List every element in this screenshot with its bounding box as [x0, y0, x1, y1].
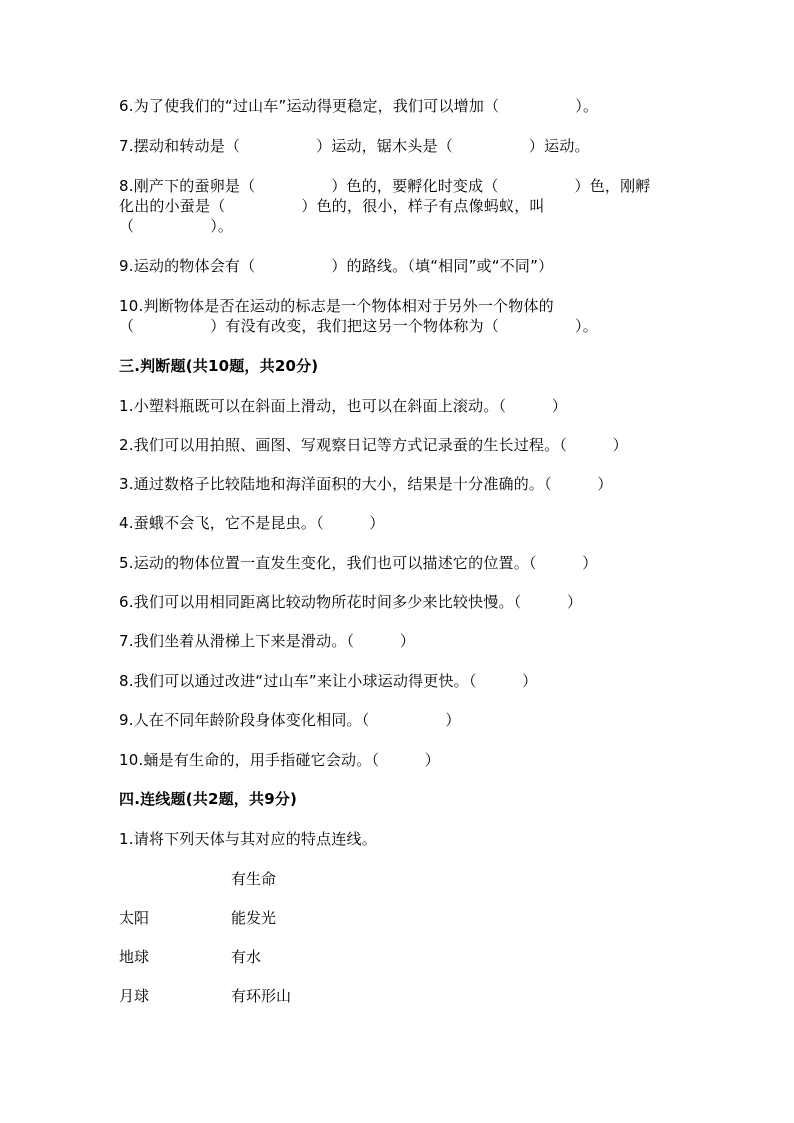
match-left-3: 月球 [119, 987, 150, 1005]
tf-item-7: 7.我们坐着从滑梯上下来是滑动。（ ） [119, 632, 416, 650]
fill-q8-line1: 8.刚产下的蚕卵是（ ）色的，要孵化时变成（ ）色，刚孵 [119, 177, 651, 195]
tf-item-4: 4.蚕蛾不会飞，它不是昆虫。（ ） [119, 514, 385, 532]
fill-q10-line1: 10.判断物体是否在运动的标志是一个物体相对于另外一个物体的 [119, 297, 554, 315]
match-right-3: 有水 [231, 948, 262, 966]
match-right-1: 有生命 [231, 870, 277, 888]
fill-q6-line1: 6.为了使我们的“过山车”运动得更稳定，我们可以增加（ ）。 [119, 97, 599, 115]
match-question: 1.请将下列天体与其对应的特点连线。 [119, 830, 377, 848]
fill-q10-line2: （ ）有没有改变，我们把这另一个物体称为（ ）。 [119, 317, 598, 335]
tf-item-10: 10.蛹是有生命的，用手指碰它会动。（ ） [119, 751, 440, 769]
fill-q8-line3: （ ）。 [119, 217, 234, 235]
tf-item-9: 9.人在不同年龄阶段身体变化相同。（ ） [119, 711, 461, 729]
match-right-4: 有环形山 [231, 987, 292, 1005]
tf-item-2: 2.我们可以用拍照、画图、写观察日记等方式记录蚕的生长过程。（ ） [119, 436, 628, 454]
fill-q8-line2: 化出的小蚕是（ ）色的，很小，样子有点像蚂蚁，叫 [119, 197, 545, 215]
tf-item-1: 1.小塑料瓶既可以在斜面上滑动，也可以在斜面上滚动。（ ） [119, 397, 568, 415]
match-left-2: 地球 [119, 948, 150, 966]
tf-item-5: 5.运动的物体位置一直发生变化，我们也可以描述它的位置。（ ） [119, 554, 598, 572]
tf-item-8: 8.我们可以通过改进“过山车”来让小球运动得更快。（ ） [119, 672, 538, 690]
section3-heading: 三.判断题(共10题，共20分) [119, 357, 319, 375]
fill-q9-line1: 9.运动的物体会有（ ）的路线。（填“相同”或“不同”） [119, 257, 554, 275]
match-left-1: 太阳 [119, 909, 150, 927]
tf-item-3: 3.通过数格子比较陆地和海洋面积的大小，结果是十分准确的。（ ） [119, 475, 613, 493]
section4-heading: 四.连线题(共2题，共9分) [119, 790, 298, 808]
tf-item-6: 6.我们可以用相同距离比较动物所花时间多少来比较快慢。（ ） [119, 593, 583, 611]
fill-q7-line1: 7.摆动和转动是（ ）运动，锯木头是（ ）运动。 [119, 137, 590, 155]
match-right-2: 能发光 [231, 909, 277, 927]
